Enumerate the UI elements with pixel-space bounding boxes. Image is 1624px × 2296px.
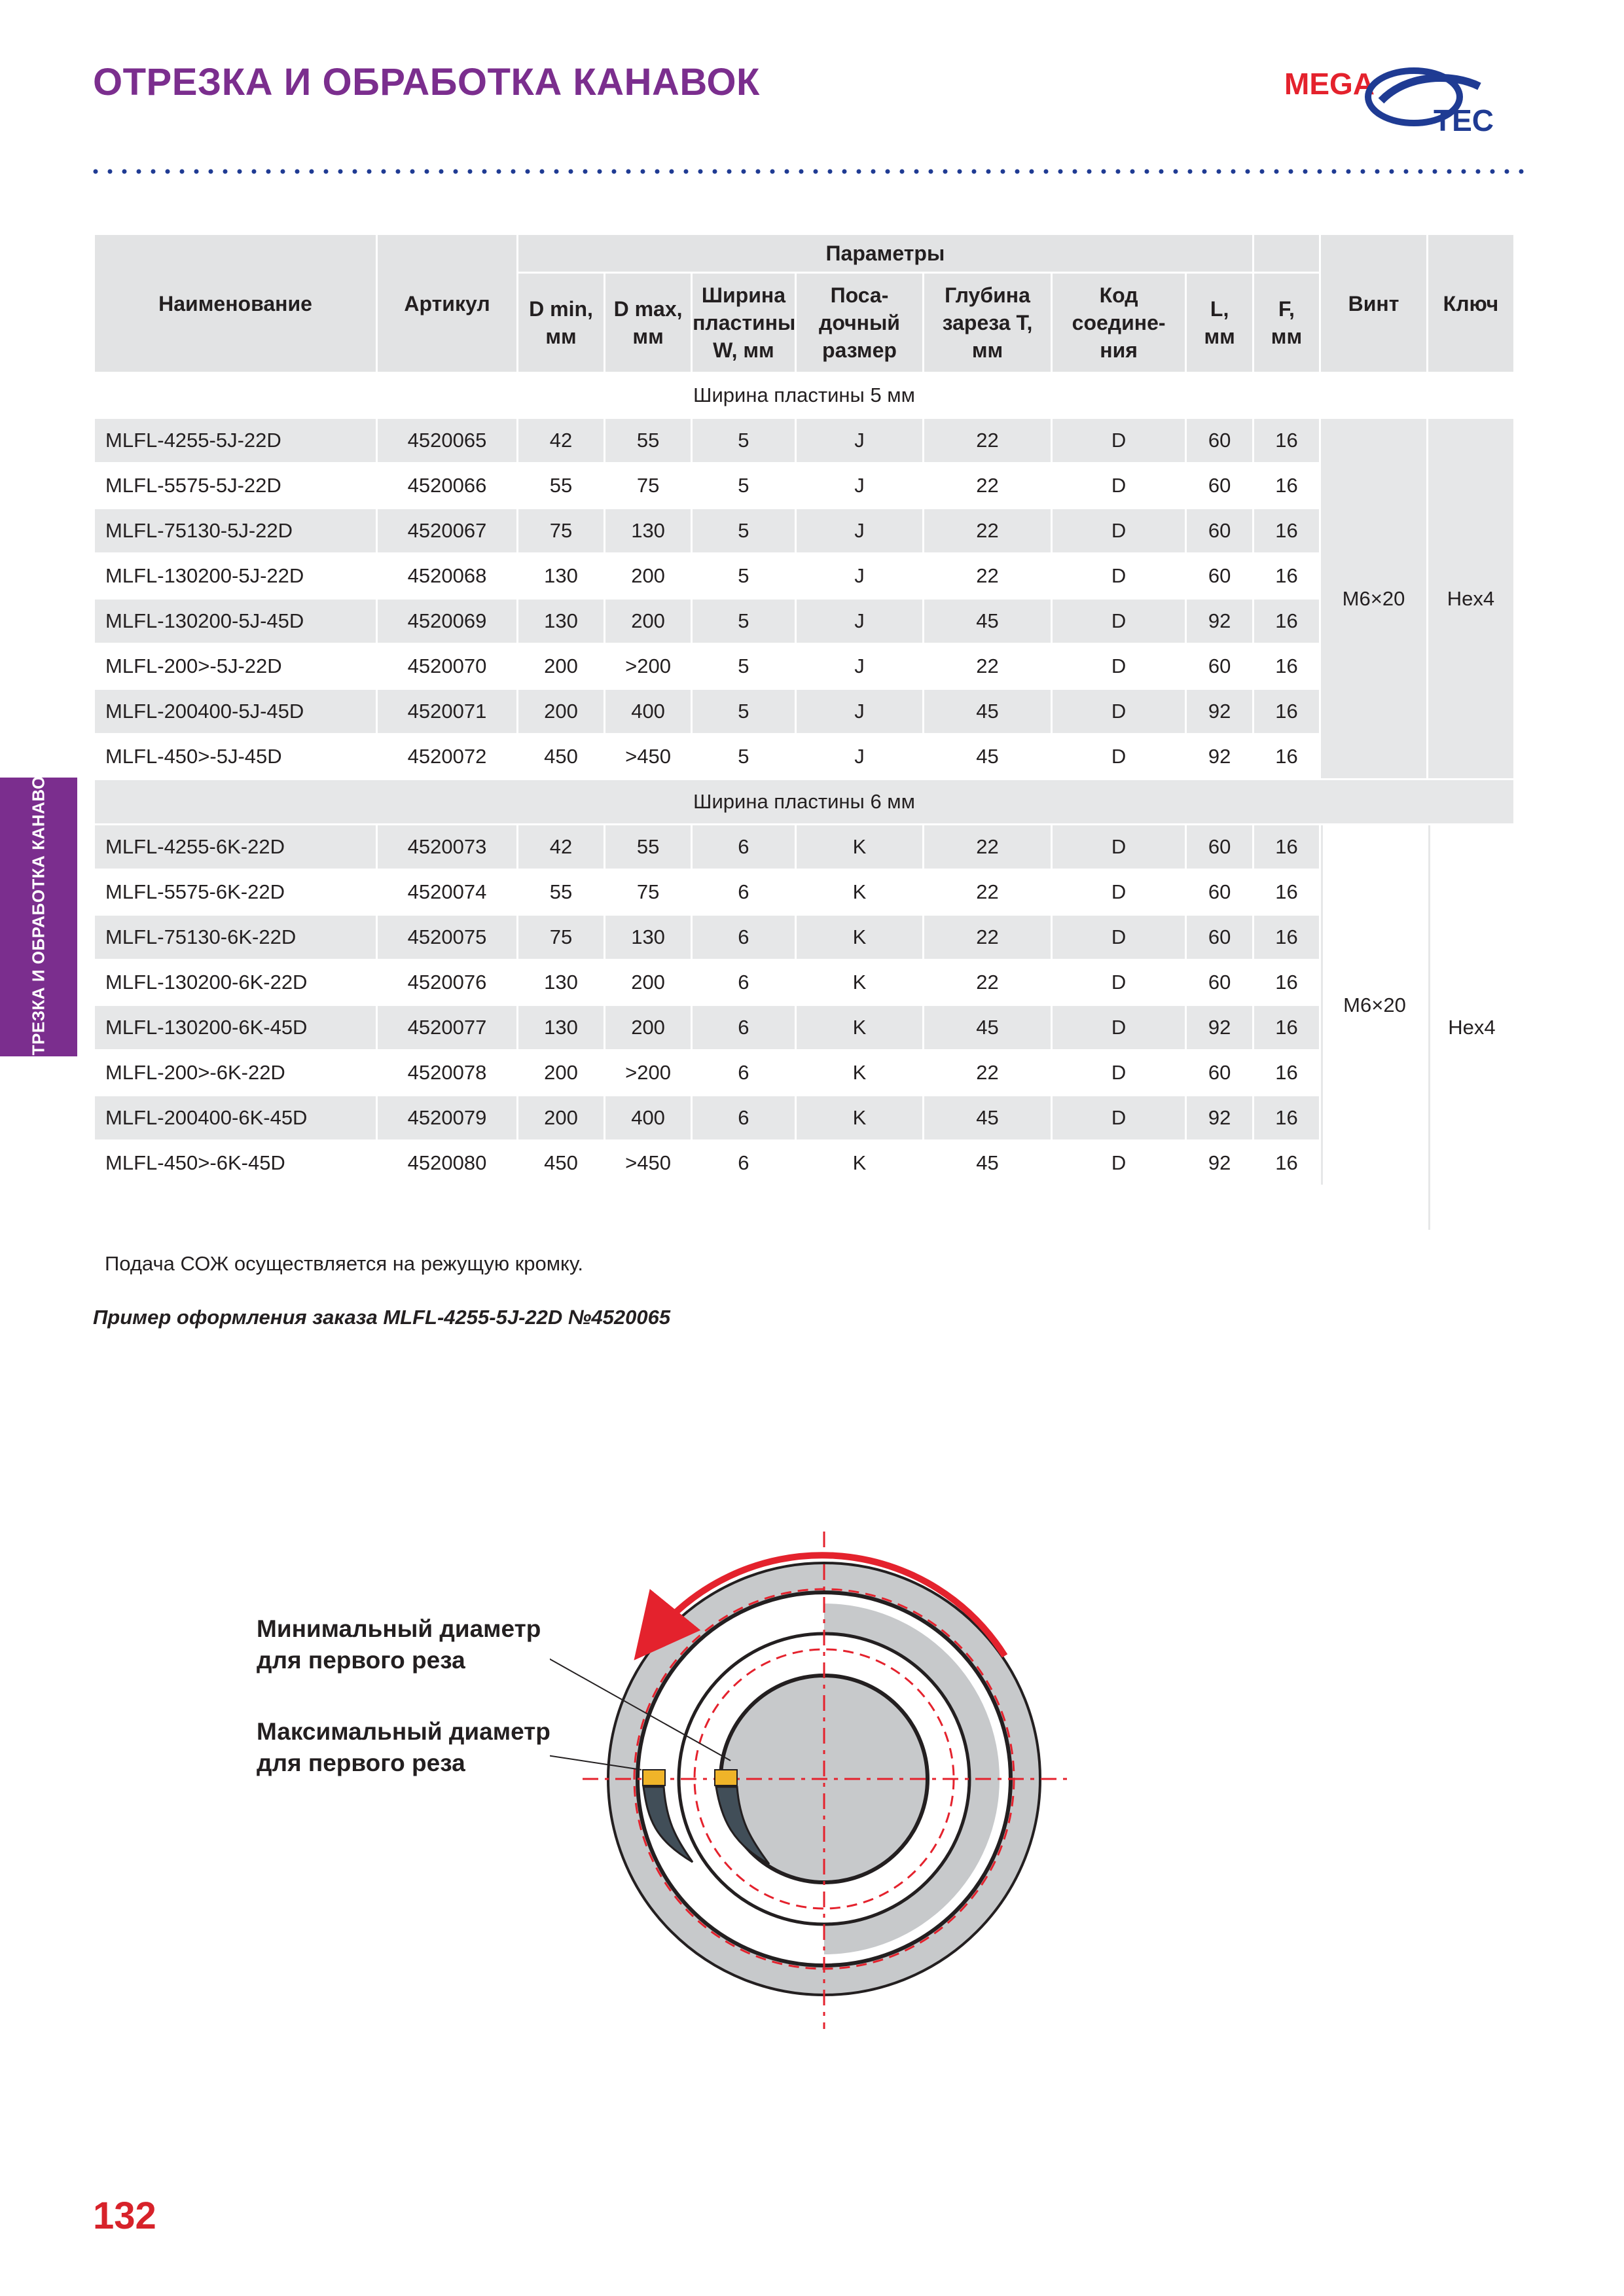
order-example: Пример оформления заказа MLFL-4255-5J-22D №4520065: [93, 1306, 671, 1329]
page-title: ОТРЕЗКА И ОБРАБОТКА КАНАВОК: [93, 61, 760, 103]
table-row: [95, 554, 1513, 598]
table-cell: 60: [1187, 419, 1252, 462]
table-cell: 400: [605, 690, 691, 733]
table-cell: 22: [924, 645, 1051, 688]
table-row: [95, 509, 1513, 552]
table-cell: 5: [693, 690, 795, 733]
screw-cell: M6×20: [1321, 419, 1426, 778]
product-name: MLFL-450>-5J-45D: [95, 735, 376, 778]
table-cell: 5: [693, 600, 795, 643]
table-cell: 400: [605, 1096, 691, 1139]
table-row: [95, 870, 1513, 914]
table-cell: 42: [518, 419, 604, 462]
table-cell: 16: [1254, 645, 1319, 688]
article-number: 4520070: [378, 645, 516, 688]
callout-min-diameter: Минимальный диаметр для первого реза: [257, 1615, 541, 1674]
table-cell: D: [1053, 554, 1185, 598]
note-spacer-row: [95, 1187, 1513, 1230]
table-cell: J: [797, 509, 923, 552]
header-key: Ключ: [1428, 235, 1513, 372]
header-divider: [93, 169, 1533, 174]
header-f: F, мм: [1254, 274, 1319, 372]
article-number: 4520065: [378, 419, 516, 462]
table-cell: 200: [605, 554, 691, 598]
table-cell: D: [1053, 1051, 1185, 1094]
table-cell: D: [1053, 690, 1185, 733]
table-cell: 6: [693, 825, 795, 869]
table-cell: D: [1053, 870, 1185, 914]
table-cell: 45: [924, 1006, 1051, 1049]
table-cell: 60: [1187, 1051, 1252, 1094]
table-cell: 6: [693, 870, 795, 914]
table-cell: 6: [693, 916, 795, 959]
coolant-note: Подача СОЖ осуществляется на режущую кромку.: [105, 1252, 583, 1275]
table-row: [95, 916, 1513, 959]
product-name: MLFL-130200-6K-45D: [95, 1006, 376, 1049]
svg-text:TEC: TEC: [1434, 103, 1494, 137]
table-cell: 60: [1187, 464, 1252, 507]
table-cell: 16: [1254, 690, 1319, 733]
table-cell: D: [1053, 600, 1185, 643]
table-cell: 6: [693, 1141, 795, 1185]
key-cell: Hex4: [1428, 419, 1513, 778]
svg-text:MEGA: MEGA: [1284, 67, 1375, 101]
spec-table: [93, 233, 1515, 1232]
table-row: [95, 825, 1513, 869]
table-cell: >450: [605, 1141, 691, 1185]
table-cell: 55: [518, 464, 604, 507]
table-cell: 75: [518, 916, 604, 959]
table-cell: 22: [924, 464, 1051, 507]
table-cell: 75: [605, 464, 691, 507]
table-cell: 92: [1187, 1096, 1252, 1139]
table-cell: 16: [1254, 961, 1319, 1004]
table-cell: 16: [1254, 1141, 1319, 1185]
table-row: [95, 690, 1513, 733]
table-cell: 92: [1187, 735, 1252, 778]
table-cell: 45: [924, 1141, 1051, 1185]
table-cell: J: [797, 645, 923, 688]
table-cell: D: [1053, 464, 1185, 507]
table-cell: K: [797, 961, 923, 1004]
table-cell: 92: [1187, 1006, 1252, 1049]
table-cell: J: [797, 419, 923, 462]
key-cell: Hex4: [1428, 825, 1513, 1230]
table-cell: 16: [1254, 464, 1319, 507]
article-number: 4520080: [378, 1141, 516, 1185]
product-name: MLFL-130200-6K-22D: [95, 961, 376, 1004]
product-name: MLFL-450>-6K-45D: [95, 1141, 376, 1185]
table-cell: 200: [605, 600, 691, 643]
table-row: [95, 1141, 1513, 1185]
table-cell: K: [797, 870, 923, 914]
table-cell: 60: [1187, 509, 1252, 552]
section-row: [95, 374, 1513, 417]
table-cell: 450: [518, 735, 604, 778]
table-cell: 60: [1187, 645, 1252, 688]
table-cell: 130: [605, 509, 691, 552]
table-cell: J: [797, 464, 923, 507]
product-name: MLFL-130200-5J-45D: [95, 600, 376, 643]
table-cell: 6: [693, 1006, 795, 1049]
header-depth: Глубина зареза T, мм: [924, 274, 1051, 372]
table-cell: D: [1053, 1141, 1185, 1185]
table-cell: 16: [1254, 1096, 1319, 1139]
product-name: MLFL-5575-6K-22D: [95, 870, 376, 914]
table-cell: 45: [924, 600, 1051, 643]
table-cell: 16: [1254, 916, 1319, 959]
table-cell: J: [797, 735, 923, 778]
product-name: MLFL-130200-5J-22D: [95, 554, 376, 598]
header-article: Артикул: [378, 235, 516, 372]
article-number: 4520072: [378, 735, 516, 778]
header-screw: Винт: [1321, 235, 1426, 372]
table-cell: 200: [518, 690, 604, 733]
table-cell: >450: [605, 735, 691, 778]
table-cell: 16: [1254, 554, 1319, 598]
article-number: 4520069: [378, 600, 516, 643]
table-cell: 22: [924, 961, 1051, 1004]
article-number: 4520066: [378, 464, 516, 507]
table-cell: K: [797, 1051, 923, 1094]
header-name: Наименование: [95, 235, 376, 372]
table-cell: 450: [518, 1141, 604, 1185]
megatec-logo: [1283, 60, 1528, 139]
table-cell: D: [1053, 916, 1185, 959]
article-number: 4520073: [378, 825, 516, 869]
article-number: 4520078: [378, 1051, 516, 1094]
article-number: 4520075: [378, 916, 516, 959]
article-number: 4520068: [378, 554, 516, 598]
table-cell: 16: [1254, 825, 1319, 869]
product-name: MLFL-4255-5J-22D: [95, 419, 376, 462]
table-row: [95, 464, 1513, 507]
table-cell: D: [1053, 825, 1185, 869]
table-row: [95, 735, 1513, 778]
table-cell: 16: [1254, 509, 1319, 552]
product-name: MLFL-200400-6K-45D: [95, 1096, 376, 1139]
note-spacer: [95, 1187, 1426, 1230]
table-row: [95, 1051, 1513, 1094]
table-cell: 22: [924, 1051, 1051, 1094]
product-name: MLFL-200>-5J-22D: [95, 645, 376, 688]
side-tab-label: ОТРЕЗКА И ОБРАБОТКА КАНАВОК: [28, 764, 48, 1069]
table-cell: 130: [518, 554, 604, 598]
table-cell: 5: [693, 509, 795, 552]
table-cell: K: [797, 916, 923, 959]
table-cell: 92: [1187, 1141, 1252, 1185]
table-cell: 200: [518, 1051, 604, 1094]
table-cell: J: [797, 600, 923, 643]
table-cell: 45: [924, 1096, 1051, 1139]
table-cell: 22: [924, 509, 1051, 552]
table-row: [95, 600, 1513, 643]
table-cell: 16: [1254, 1006, 1319, 1049]
table-cell: 130: [518, 961, 604, 1004]
table-cell: 22: [924, 916, 1051, 959]
table-cell: 60: [1187, 870, 1252, 914]
table-cell: 92: [1187, 600, 1252, 643]
callout-max-diameter: Максимальный диаметр для первого реза: [257, 1718, 550, 1776]
table-cell: 42: [518, 825, 604, 869]
table-cell: 200: [605, 1006, 691, 1049]
table-cell: 5: [693, 645, 795, 688]
header-dmin: D min, мм: [518, 274, 604, 372]
product-name: MLFL-5575-5J-22D: [95, 464, 376, 507]
table-cell: 130: [605, 916, 691, 959]
article-number: 4520074: [378, 870, 516, 914]
table-cell: 6: [693, 961, 795, 1004]
table-cell: D: [1053, 509, 1185, 552]
table-row: [95, 1096, 1513, 1139]
table-cell: 200: [518, 645, 604, 688]
header-l: L, мм: [1187, 274, 1252, 372]
table-cell: K: [797, 1006, 923, 1049]
table-cell: 55: [605, 825, 691, 869]
table-cell: 45: [924, 690, 1051, 733]
article-number: 4520079: [378, 1096, 516, 1139]
table-cell: 130: [518, 1006, 604, 1049]
table-cell: 75: [518, 509, 604, 552]
table-cell: K: [797, 1096, 923, 1139]
table-cell: 200: [605, 961, 691, 1004]
table-cell: 45: [924, 735, 1051, 778]
table-cell: D: [1053, 735, 1185, 778]
table-cell: 92: [1187, 690, 1252, 733]
table-cell: D: [1053, 961, 1185, 1004]
table-cell: 5: [693, 735, 795, 778]
article-number: 4520067: [378, 509, 516, 552]
table-cell: 22: [924, 554, 1051, 598]
spec-table-body: [95, 374, 1513, 1230]
section-title: Ширина пластины 5 мм: [95, 374, 1513, 417]
table-cell: 16: [1254, 1051, 1319, 1094]
table-cell: 16: [1254, 600, 1319, 643]
table-cell: 5: [693, 464, 795, 507]
table-cell: D: [1053, 1096, 1185, 1139]
section-row: [95, 780, 1513, 823]
article-number: 4520071: [378, 690, 516, 733]
table-cell: 75: [605, 870, 691, 914]
table-cell: D: [1053, 419, 1185, 462]
screw-cell: M6×20: [1321, 825, 1426, 1185]
table-cell: 16: [1254, 735, 1319, 778]
table-row: [95, 645, 1513, 688]
table-cell: 60: [1187, 554, 1252, 598]
header-code: Код соедине- ния: [1053, 274, 1185, 372]
table-cell: 16: [1254, 419, 1319, 462]
header-spacer: [1254, 235, 1319, 272]
article-number: 4520076: [378, 961, 516, 1004]
product-name: MLFL-75130-5J-22D: [95, 509, 376, 552]
table-row: [95, 961, 1513, 1004]
table-cell: 60: [1187, 916, 1252, 959]
table-cell: >200: [605, 645, 691, 688]
table-cell: 60: [1187, 825, 1252, 869]
product-name: MLFL-75130-6K-22D: [95, 916, 376, 959]
table-cell: 130: [518, 600, 604, 643]
table-cell: J: [797, 690, 923, 733]
header-dmax: D max, мм: [605, 274, 691, 372]
table-cell: 22: [924, 825, 1051, 869]
table-cell: J: [797, 554, 923, 598]
header-width: Ширина пластины W, мм: [693, 274, 795, 372]
table-cell: 22: [924, 419, 1051, 462]
table-row: [95, 1006, 1513, 1049]
page-number: 132: [93, 2195, 156, 2237]
table-cell: 6: [693, 1051, 795, 1094]
table-cell: D: [1053, 1006, 1185, 1049]
table-cell: 16: [1254, 870, 1319, 914]
table-cell: 5: [693, 419, 795, 462]
product-name: MLFL-200400-5J-45D: [95, 690, 376, 733]
section-title: Ширина пластины 6 мм: [95, 780, 1513, 823]
table-cell: K: [797, 1141, 923, 1185]
table-cell: 6: [693, 1096, 795, 1139]
cutting-diagram: [550, 1505, 1074, 2042]
table-row: [95, 419, 1513, 462]
article-number: 4520077: [378, 1006, 516, 1049]
table-cell: 55: [605, 419, 691, 462]
table-cell: 5: [693, 554, 795, 598]
product-name: MLFL-200>-6K-22D: [95, 1051, 376, 1094]
product-name: MLFL-4255-6K-22D: [95, 825, 376, 869]
header-seat: Поса- дочный размер: [797, 274, 923, 372]
table-cell: 55: [518, 870, 604, 914]
table-cell: 22: [924, 870, 1051, 914]
header-params: Параметры: [518, 235, 1252, 272]
table-cell: D: [1053, 645, 1185, 688]
table-cell: K: [797, 825, 923, 869]
table-cell: 60: [1187, 961, 1252, 1004]
table-cell: >200: [605, 1051, 691, 1094]
table-cell: 200: [518, 1096, 604, 1139]
